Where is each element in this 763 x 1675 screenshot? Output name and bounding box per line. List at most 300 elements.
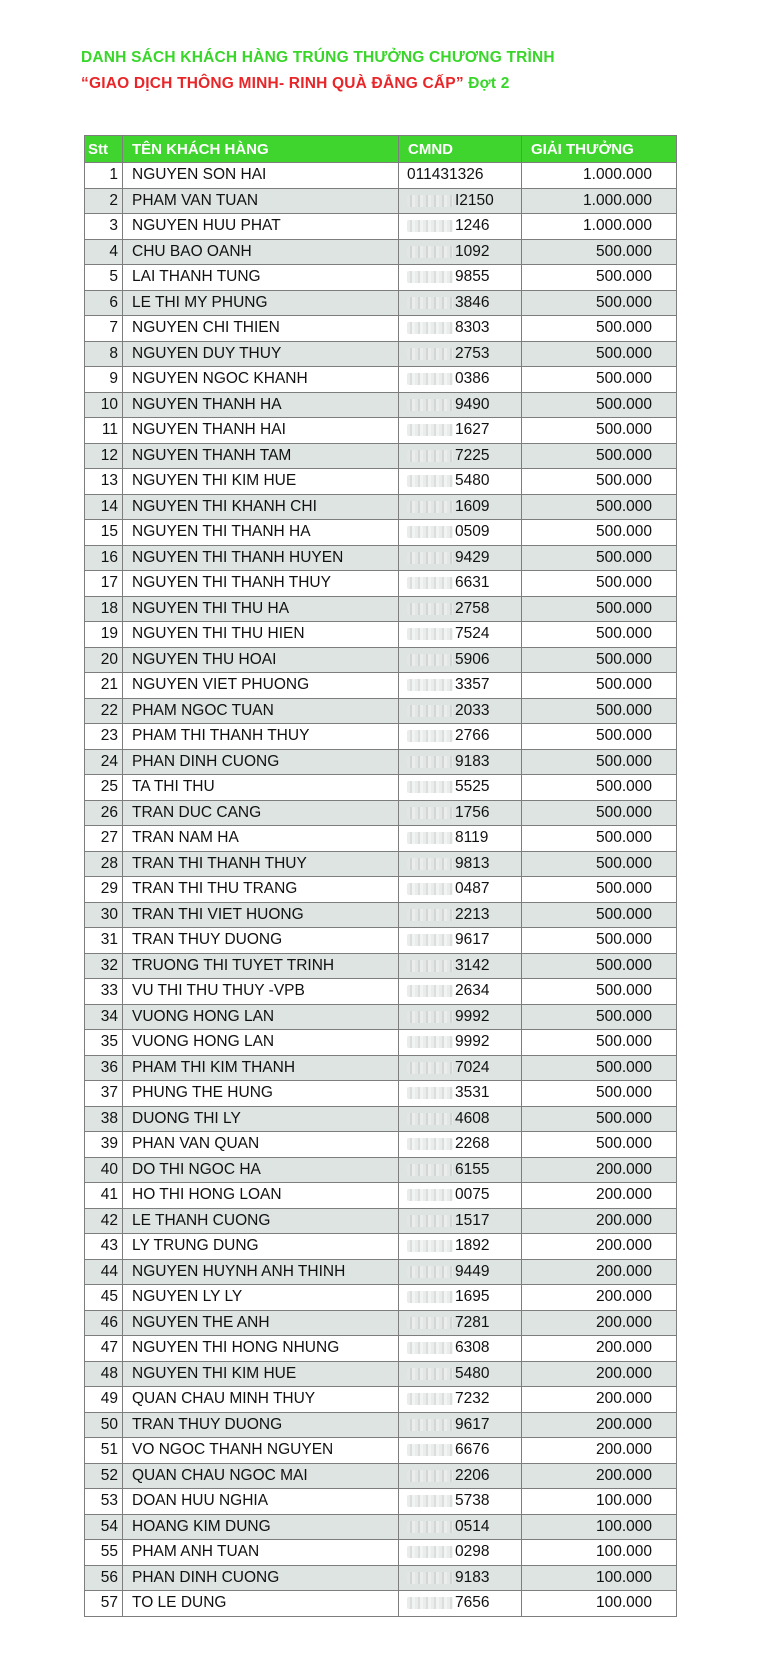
row-prize-text: 500.000: [595, 778, 652, 796]
row-stt: [85, 367, 123, 393]
row-stt: [85, 826, 123, 852]
row-prize-text: 200.000: [595, 1262, 652, 1280]
row-customer-name: [123, 571, 399, 597]
redacted-id-mask: [407, 1062, 453, 1074]
row-cmnd-text: 8303: [455, 319, 490, 337]
row-customer-name-text: VUONG HONG LAN: [132, 1007, 275, 1025]
row-prize: [522, 367, 677, 393]
table-row: [85, 520, 677, 546]
row-customer-name: [123, 443, 399, 469]
redacted-id-mask: [407, 450, 453, 462]
row-prize: [522, 163, 677, 189]
row-stt-text: 20: [100, 650, 118, 668]
row-prize-text: 500.000: [595, 1058, 652, 1076]
row-prize: [522, 1412, 677, 1438]
row-customer-name-text: CHU BAO OANH: [132, 242, 252, 260]
row-stt: [85, 188, 123, 214]
row-stt-text: 51: [100, 1441, 118, 1459]
row-prize: [522, 826, 677, 852]
row-cmnd: [399, 775, 522, 801]
row-customer-name: [123, 1438, 399, 1464]
row-customer-name-text: HOANG KIM DUNG: [132, 1517, 271, 1535]
table-row: [85, 851, 677, 877]
row-prize: [522, 724, 677, 750]
row-cmnd: [399, 1055, 522, 1081]
redacted-id-mask: [407, 1036, 453, 1048]
row-stt-text: 12: [100, 446, 118, 464]
row-cmnd: [399, 647, 522, 673]
row-stt-text: 41: [100, 1186, 118, 1204]
row-cmnd-text: 6155: [455, 1160, 490, 1178]
row-cmnd-text: 1695: [455, 1288, 490, 1306]
redacted-id-mask: [407, 1495, 453, 1507]
row-cmnd-text: 9992: [455, 1007, 490, 1025]
row-cmnd: [399, 1336, 522, 1362]
row-customer-name: [123, 469, 399, 495]
row-prize-text: 500.000: [595, 854, 652, 872]
row-prize-text: 500.000: [595, 931, 652, 949]
row-stt: [85, 392, 123, 418]
row-cmnd: [399, 341, 522, 367]
row-customer-name: [123, 341, 399, 367]
row-stt-text: 22: [100, 701, 118, 719]
row-prize-text: 500.000: [595, 880, 652, 898]
row-stt: [85, 1030, 123, 1056]
row-customer-name-text: PHAN DINH CUONG: [132, 1568, 280, 1586]
row-prize-text: 500.000: [595, 344, 652, 362]
row-cmnd-text: 1246: [455, 217, 490, 235]
table-row: [85, 826, 677, 852]
table-row: [85, 265, 677, 291]
row-cmnd: [399, 1157, 522, 1183]
row-cmnd: [399, 851, 522, 877]
row-stt-text: 42: [100, 1211, 118, 1229]
row-stt-text: 23: [100, 727, 118, 745]
row-cmnd-text: 6308: [455, 1339, 490, 1357]
redacted-id-mask: [407, 322, 453, 334]
redacted-id-mask: [407, 1317, 453, 1329]
redacted-id-mask: [407, 373, 453, 385]
row-cmnd: [399, 1208, 522, 1234]
row-cmnd: [399, 316, 522, 342]
redacted-id-mask: [407, 1087, 453, 1099]
row-customer-name: [123, 953, 399, 979]
row-customer-name-text: NGUYEN THI THANH THUY: [132, 574, 331, 592]
row-customer-name-text: TRAN THI THU TRANG: [132, 880, 298, 898]
table-row: [85, 596, 677, 622]
row-prize: [522, 188, 677, 214]
row-cmnd: [399, 749, 522, 775]
row-stt: [85, 1183, 123, 1209]
row-stt: [85, 214, 123, 240]
row-cmnd-text: 1627: [455, 421, 490, 439]
row-stt-text: 18: [100, 599, 118, 617]
row-customer-name: [123, 1081, 399, 1107]
row-stt-text: 31: [100, 931, 118, 949]
row-cmnd-text: 6676: [455, 1441, 490, 1459]
row-cmnd-text: 7281: [455, 1313, 490, 1331]
row-customer-name-text: VUONG HONG LAN: [132, 1033, 275, 1051]
row-customer-name: [123, 1055, 399, 1081]
row-stt: [85, 1336, 123, 1362]
row-customer-name-text: DUONG THI LY: [132, 1109, 241, 1127]
row-customer-name-text: LE THI MY PHUNG: [132, 293, 268, 311]
redacted-id-mask: [407, 1164, 453, 1176]
redacted-id-mask: [407, 501, 453, 513]
row-prize-text: 100.000: [595, 1543, 652, 1561]
row-stt: [85, 1208, 123, 1234]
redacted-id-mask: [407, 220, 453, 232]
redacted-id-mask: [407, 1240, 453, 1252]
row-prize-text: 500.000: [595, 370, 652, 388]
row-prize-text: 500.000: [595, 1033, 652, 1051]
redacted-id-mask: [407, 1011, 453, 1023]
row-cmnd: [399, 902, 522, 928]
row-cmnd: [399, 673, 522, 699]
row-stt: [85, 622, 123, 648]
page-subtitle: [81, 75, 510, 93]
row-cmnd: [399, 1132, 522, 1158]
row-customer-name-text: TO LE DUNG: [132, 1594, 227, 1612]
table-row: [85, 1055, 677, 1081]
row-prize: [522, 953, 677, 979]
row-customer-name: [123, 1463, 399, 1489]
row-customer-name: [123, 163, 399, 189]
table-row: [85, 1234, 677, 1260]
row-stt-text: 17: [100, 574, 118, 592]
row-stt-text: 24: [100, 752, 118, 770]
row-prize: [522, 928, 677, 954]
header-stt: Stt: [85, 136, 123, 163]
row-stt-text: 37: [100, 1084, 118, 1102]
row-prize: [522, 520, 677, 546]
table-row: [85, 1565, 677, 1591]
row-cmnd-text: 5480: [455, 472, 490, 490]
row-stt: [85, 1055, 123, 1081]
row-cmnd-text: 7225: [455, 446, 490, 464]
row-stt: [85, 749, 123, 775]
row-stt: [85, 163, 123, 189]
row-stt: [85, 1412, 123, 1438]
redacted-id-mask: [407, 348, 453, 360]
batch-label: Đợt 2: [463, 75, 510, 92]
row-prize-text: 1.000.000: [583, 217, 652, 235]
row-customer-name-text: NGUYEN NGOC KHANH: [132, 370, 308, 388]
row-customer-name-text: NGUYEN THANH TAM: [132, 446, 292, 464]
table-row: [85, 775, 677, 801]
row-prize-text: 200.000: [595, 1160, 652, 1178]
row-cmnd: [399, 392, 522, 418]
row-cmnd-text: 5906: [455, 650, 490, 668]
row-prize: [522, 1106, 677, 1132]
row-stt: [85, 1387, 123, 1413]
row-cmnd-text: 7524: [455, 625, 490, 643]
row-prize: [522, 1387, 677, 1413]
redacted-id-mask: [407, 399, 453, 411]
redacted-id-mask: [407, 781, 453, 793]
redacted-id-mask: [407, 1215, 453, 1227]
row-prize-text: 500.000: [595, 956, 652, 974]
winners-table: [84, 135, 677, 1617]
row-stt-text: 54: [100, 1517, 118, 1535]
row-cmnd: [399, 1412, 522, 1438]
row-stt: [85, 1157, 123, 1183]
table-row: [85, 163, 677, 189]
row-stt-text: 3: [109, 217, 118, 235]
row-cmnd-text: 9992: [455, 1033, 490, 1051]
row-stt: [85, 596, 123, 622]
table-row: [85, 749, 677, 775]
table-row: [85, 571, 677, 597]
row-stt-text: 33: [100, 982, 118, 1000]
row-cmnd: [399, 163, 522, 189]
row-cmnd: [399, 1234, 522, 1260]
row-customer-name-text: QUAN CHAU MINH THUY: [132, 1390, 316, 1408]
redacted-id-mask: [407, 1546, 453, 1558]
row-cmnd-text: 6631: [455, 574, 490, 592]
table-row: [85, 1285, 677, 1311]
row-stt: [85, 520, 123, 546]
row-stt-text: 10: [100, 395, 118, 413]
row-prize-text: 500.000: [595, 1084, 652, 1102]
row-stt: [85, 1540, 123, 1566]
row-customer-name-text: NGUYEN SON HAI: [132, 166, 267, 184]
row-stt-text: 29: [100, 880, 118, 898]
table-row: [85, 647, 677, 673]
row-stt-text: 52: [100, 1466, 118, 1484]
row-customer-name-text: TRAN NAM HA: [132, 829, 239, 847]
row-prize: [522, 1514, 677, 1540]
table-row: [85, 316, 677, 342]
row-customer-name-text: TA THI THU: [132, 778, 215, 796]
redacted-id-mask: [407, 1113, 453, 1125]
row-stt: [85, 724, 123, 750]
row-stt-text: 35: [100, 1033, 118, 1051]
table-row: [85, 290, 677, 316]
row-stt: [85, 800, 123, 826]
row-customer-name-text: NGUYEN THI KIM HUE: [132, 1364, 297, 1382]
row-cmnd-text: 9183: [455, 752, 490, 770]
row-prize-text: 500.000: [595, 1109, 652, 1127]
row-stt-text: 9: [109, 370, 118, 388]
row-customer-name-text: DO THI NGOC HA: [132, 1160, 261, 1178]
row-customer-name: [123, 392, 399, 418]
row-cmnd-text: 4608: [455, 1109, 490, 1127]
table-row: [85, 1514, 677, 1540]
row-stt: [85, 290, 123, 316]
row-stt-text: 57: [100, 1594, 118, 1612]
row-cmnd-text: 9617: [455, 1415, 490, 1433]
row-prize: [522, 673, 677, 699]
row-stt: [85, 1565, 123, 1591]
row-cmnd-text: 1517: [455, 1211, 490, 1229]
table-row: [85, 698, 677, 724]
row-customer-name: [123, 214, 399, 240]
redacted-id-mask: [407, 858, 453, 870]
row-prize: [522, 1004, 677, 1030]
row-prize-text: 100.000: [595, 1492, 652, 1510]
row-cmnd-text: 0487: [455, 880, 490, 898]
table-row: [85, 418, 677, 444]
row-customer-name: [123, 545, 399, 571]
row-stt: [85, 1081, 123, 1107]
row-customer-name-text: NGUYEN THI HONG NHUNG: [132, 1339, 340, 1357]
row-cmnd-text: 0298: [455, 1543, 490, 1561]
row-prize-text: 200.000: [595, 1288, 652, 1306]
table-row: [85, 494, 677, 520]
table-row: [85, 1183, 677, 1209]
row-cmnd: [399, 1540, 522, 1566]
row-prize-text: 500.000: [595, 676, 652, 694]
row-stt: [85, 443, 123, 469]
row-cmnd: [399, 724, 522, 750]
row-customer-name: [123, 673, 399, 699]
table-row: [85, 800, 677, 826]
row-cmnd: [399, 953, 522, 979]
program-name: “GIAO DỊCH THÔNG MINH- RINH QUÀ ĐẲNG CẤP”: [81, 75, 464, 92]
table-header-row: [85, 136, 677, 163]
row-customer-name-text: NGUYEN THI THANH HA: [132, 523, 311, 541]
row-prize-text: 500.000: [595, 752, 652, 770]
row-cmnd-text: 2206: [455, 1466, 490, 1484]
table-row: [85, 1106, 677, 1132]
redacted-id-mask: [407, 1138, 453, 1150]
row-customer-name: [123, 1565, 399, 1591]
row-stt: [85, 239, 123, 265]
row-customer-name-text: NGUYEN THI THU HA: [132, 599, 290, 617]
table-row: [85, 877, 677, 903]
table-row: [85, 188, 677, 214]
redacted-id-mask: [407, 271, 453, 283]
table-row: [85, 1310, 677, 1336]
row-customer-name: [123, 622, 399, 648]
row-stt-text: 16: [100, 548, 118, 566]
redacted-id-mask: [407, 195, 453, 207]
row-stt-text: 38: [100, 1109, 118, 1127]
row-cmnd-text: 9449: [455, 1262, 490, 1280]
table-row: [85, 724, 677, 750]
row-prize: [522, 1438, 677, 1464]
row-prize-text: 500.000: [595, 421, 652, 439]
redacted-id-mask: [407, 1597, 453, 1609]
row-prize-text: 1.000.000: [583, 191, 652, 209]
row-customer-name: [123, 877, 399, 903]
table-row: [85, 392, 677, 418]
row-stt-text: 40: [100, 1160, 118, 1178]
redacted-id-mask: [407, 246, 453, 258]
redacted-id-mask: [407, 552, 453, 564]
row-customer-name-text: PHAM VAN TUAN: [132, 191, 259, 209]
row-customer-name-text: NGUYEN HUYNH ANH THINH: [132, 1262, 346, 1280]
row-stt: [85, 1361, 123, 1387]
row-stt: [85, 1514, 123, 1540]
row-prize-text: 500.000: [595, 727, 652, 745]
row-customer-name: [123, 698, 399, 724]
row-prize-text: 500.000: [595, 472, 652, 490]
row-prize-text: 500.000: [595, 625, 652, 643]
row-prize-text: 500.000: [595, 701, 652, 719]
table-row: [85, 469, 677, 495]
row-prize-text: 200.000: [595, 1211, 652, 1229]
row-prize-text: 500.000: [595, 829, 652, 847]
row-cmnd: [399, 1591, 522, 1617]
row-customer-name: [123, 1412, 399, 1438]
row-stt: [85, 1259, 123, 1285]
row-customer-name: [123, 724, 399, 750]
row-cmnd: [399, 239, 522, 265]
table-row: [85, 341, 677, 367]
row-prize-text: 500.000: [595, 982, 652, 1000]
redacted-id-mask: [407, 577, 453, 589]
row-customer-name: [123, 1004, 399, 1030]
table-row: [85, 1132, 677, 1158]
row-prize: [522, 979, 677, 1005]
row-customer-name-text: VO NGOC THANH NGUYEN: [132, 1441, 334, 1459]
row-prize: [522, 392, 677, 418]
row-cmnd: [399, 1030, 522, 1056]
row-stt-text: 48: [100, 1364, 118, 1382]
row-prize-text: 500.000: [595, 803, 652, 821]
row-stt-text: 55: [100, 1543, 118, 1561]
row-stt: [85, 1438, 123, 1464]
row-prize: [522, 1565, 677, 1591]
row-cmnd: [399, 443, 522, 469]
redacted-id-mask: [407, 1368, 453, 1380]
row-customer-name: [123, 1540, 399, 1566]
row-customer-name-text: LY TRUNG DUNG: [132, 1237, 259, 1255]
row-prize: [522, 1259, 677, 1285]
row-cmnd-text: 0075: [455, 1186, 490, 1204]
row-prize-text: 100.000: [595, 1568, 652, 1586]
table-row: [85, 1004, 677, 1030]
row-cmnd-text: 7232: [455, 1390, 490, 1408]
row-cmnd: [399, 826, 522, 852]
row-customer-name: [123, 851, 399, 877]
row-stt: [85, 265, 123, 291]
row-cmnd: [399, 1183, 522, 1209]
row-stt: [85, 902, 123, 928]
row-customer-name-text: VU THI THU THUY -VPB: [132, 982, 305, 1000]
row-prize: [522, 1208, 677, 1234]
row-cmnd: [399, 494, 522, 520]
row-stt: [85, 953, 123, 979]
row-customer-name-text: TRAN THI VIET HUONG: [132, 905, 304, 923]
row-prize: [522, 239, 677, 265]
row-stt-text: 11: [101, 421, 118, 439]
row-stt-text: 14: [100, 497, 118, 515]
table-row: [85, 1336, 677, 1362]
row-stt-text: 50: [100, 1415, 118, 1433]
row-stt-text: 47: [100, 1339, 118, 1357]
row-customer-name-text: PHAM ANH TUAN: [132, 1543, 260, 1561]
row-prize: [522, 545, 677, 571]
row-stt: [85, 571, 123, 597]
row-prize: [522, 1055, 677, 1081]
row-cmnd-text: 9617: [455, 931, 490, 949]
row-customer-name-text: NGUYEN THANH HA: [132, 395, 282, 413]
row-customer-name-text: NGUYEN THU HOAI: [132, 650, 277, 668]
row-prize-text: 500.000: [595, 599, 652, 617]
row-customer-name: [123, 1030, 399, 1056]
row-cmnd-text: 5480: [455, 1364, 490, 1382]
redacted-id-mask: [407, 883, 453, 895]
redacted-id-mask: [407, 756, 453, 768]
row-prize-text: 500.000: [595, 1007, 652, 1025]
row-stt-text: 45: [100, 1288, 118, 1306]
row-prize: [522, 494, 677, 520]
row-cmnd-text: 9183: [455, 1568, 490, 1586]
row-customer-name-text: PHAN VAN QUAN: [132, 1135, 260, 1153]
